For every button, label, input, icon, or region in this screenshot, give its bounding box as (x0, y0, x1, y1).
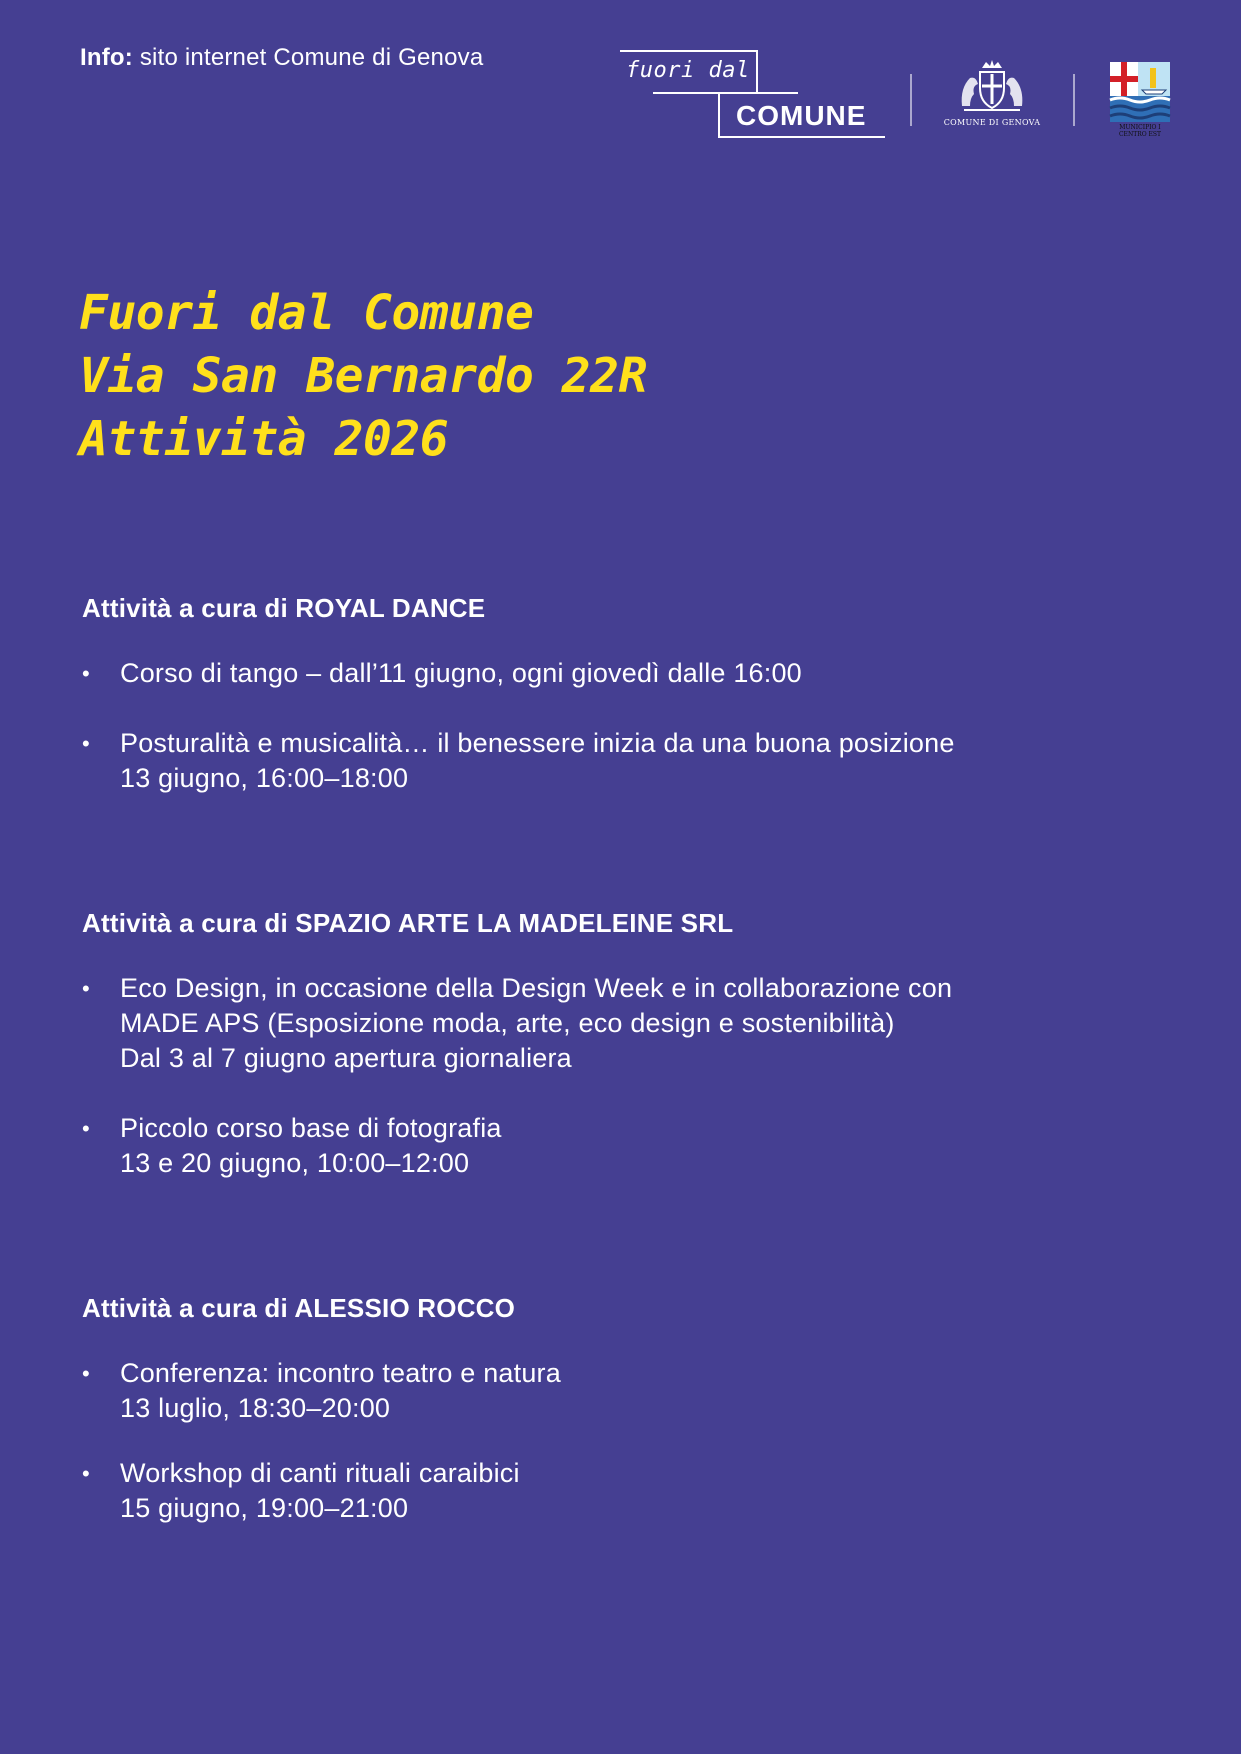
section-heading: Attività a cura di ALESSIO ROCCO (82, 1293, 516, 1323)
logo-comune-text: COMUNE (736, 100, 867, 131)
section-heading: Attività a cura di ROYAL DANCE (82, 593, 486, 623)
bullet-icon: • (82, 731, 90, 756)
section-heading: Attività a cura di SPAZIO ARTE LA MADELEINE SRL (82, 908, 734, 938)
municipio-shield-icon (1108, 58, 1172, 124)
logo-divider (910, 74, 912, 126)
comune-di-genova-logo (940, 58, 1044, 132)
bullet-icon: • (82, 1116, 90, 1141)
title-line-1: Fuori dal Comune (79, 285, 534, 341)
info-label: Info: (80, 44, 133, 71)
item-line: 13 e 20 giugno, 10:00–12:00 (120, 1148, 470, 1178)
list-item (82, 1456, 1182, 1526)
municipio-logo-caption (1102, 124, 1178, 138)
page-title (79, 282, 647, 471)
logo-divider (1073, 74, 1075, 126)
section-royal-dance (82, 593, 1182, 796)
municipio-caption-line2: CENTRO EST (1118, 131, 1162, 138)
list-item (82, 1111, 1182, 1181)
municipio-caption-line1: MUNICIPIO I (1119, 124, 1161, 131)
item-line: 13 giugno, 16:00–18:00 (120, 763, 409, 793)
list-item (82, 971, 1182, 1076)
activity-list (82, 1356, 1182, 1526)
list-item (82, 656, 1182, 691)
activity-list (82, 971, 1182, 1181)
section-spazio-arte (82, 908, 1182, 1181)
item-line: Eco Design, in occasione della Design Week e in collaborazione con (120, 973, 953, 1003)
logo-fuori-text: fuori dal (626, 58, 750, 83)
item-line: 15 giugno, 19:00–21:00 (120, 1493, 409, 1523)
item-line: Conferenza: incontro teatro e natura (120, 1358, 561, 1388)
genova-crest-icon (940, 58, 1044, 118)
bullet-icon: • (82, 1361, 90, 1386)
title-line-2: Via San Bernardo 22R (79, 348, 647, 404)
item-line: Posturalità e musicalità… il benessere inizia da una buona posizione (120, 728, 955, 758)
info-text: sito internet Comune di Genova (139, 44, 484, 71)
municipio-centro-est-logo (1108, 58, 1172, 144)
title-line-3: Attività 2026 (79, 411, 449, 467)
activity-list (82, 656, 1182, 796)
fuori-dal-comune-logo (620, 48, 886, 142)
item-line: MADE APS (Esposizione moda, arte, eco design e sostenibilità) (120, 1008, 895, 1038)
bullet-icon: • (82, 661, 90, 686)
item-line: Workshop di canti rituali caraibici (120, 1458, 520, 1488)
item-line: Piccolo corso base di fotografia (120, 1113, 502, 1143)
list-item (82, 726, 1182, 796)
item-line: 13 luglio, 18:30–20:00 (120, 1393, 391, 1423)
info-line (80, 44, 483, 72)
bullet-icon: • (82, 1461, 90, 1486)
item-line: Corso di tango – dall’11 giugno, ogni giovedì dalle 16:00 (120, 658, 802, 688)
genova-logo-caption: COMUNE DI GENOVA (943, 118, 1041, 127)
item-line: Dal 3 al 7 giugno apertura giornaliera (120, 1043, 572, 1073)
list-item (82, 1356, 1182, 1426)
section-alessio-rocco (82, 1293, 1182, 1526)
bullet-icon: • (82, 976, 90, 1001)
